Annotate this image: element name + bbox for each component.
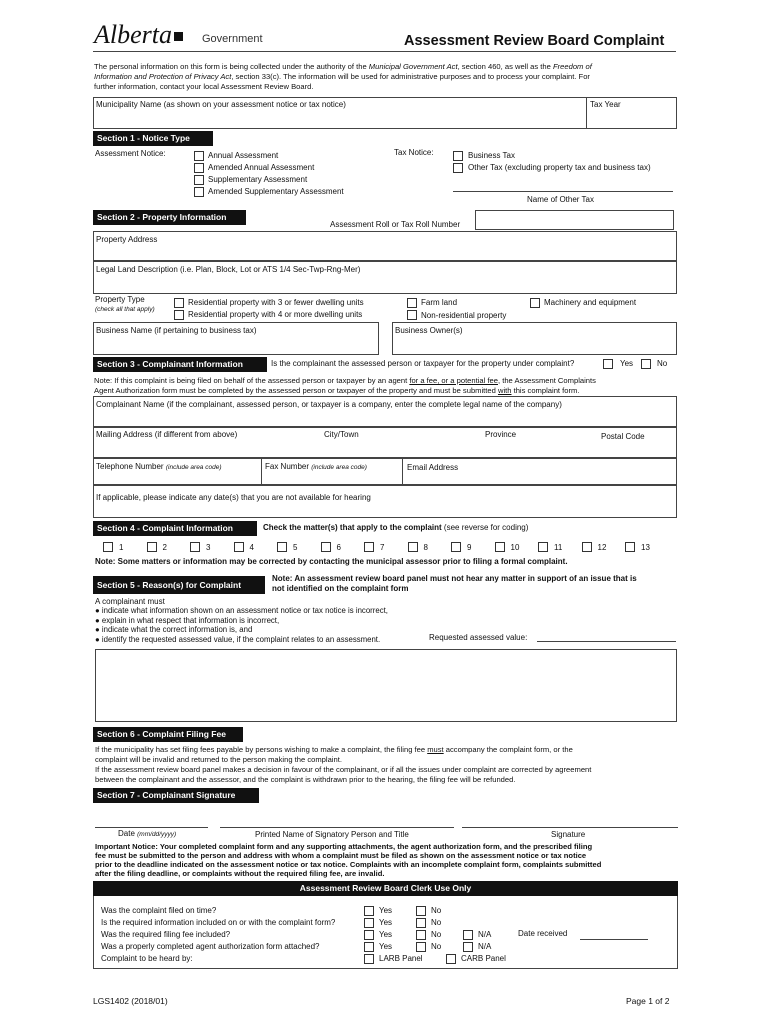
matter-7-label: 7 <box>380 543 385 552</box>
reasons-textarea[interactable] <box>95 649 677 722</box>
machinery-label: Machinery and equipment <box>544 298 637 307</box>
bullet-item: ● identify the requested assessed value, if the complaint relates to an assessment. <box>95 634 381 644</box>
carb-panel-label: CARB Panel <box>461 954 506 963</box>
matter-11-label: 11 <box>554 543 563 552</box>
business-tax-label: Business Tax <box>468 151 515 160</box>
other-tax-name-label: Name of Other Tax <box>527 195 594 204</box>
section5-note-2: not identified on the complaint form <box>272 584 409 593</box>
non-residential-checkbox[interactable] <box>407 310 417 320</box>
bullet-item: ● indicate what information shown on an assessment notice or tax notice is incorrect, <box>95 606 388 615</box>
matter-1-checkbox[interactable] <box>103 542 113 552</box>
clerk-q3-na-checkbox[interactable] <box>463 930 473 940</box>
clerk-yes-label: Yes <box>379 918 393 927</box>
agent-note: Note: If this complaint is being filed on behalf of the assessed person or taxpayer by an agent for a fee, or a potential fee, the Assessment Complaints Agent Authorization form must be completed by the assessed person or taxpayer of the property and must be submitted with this complaint form. <box>94 376 596 395</box>
clerk-q2-no-checkbox[interactable] <box>416 918 426 928</box>
postal-label: Postal Code <box>601 432 645 441</box>
business-name-label: Business Name (if pertaining to business tax) <box>96 326 257 335</box>
complainant-name-label: Complainant Name (if the complainant, assessed person, or taxpayer is a company, enter the complete legal name of the company) <box>96 400 562 409</box>
amended-supplementary-checkbox[interactable] <box>194 187 204 197</box>
form-code: LGS1402 (2018/01) <box>93 996 168 1006</box>
annual-assessment-label: Annual Assessment <box>208 151 279 160</box>
matter-10-checkbox[interactable] <box>495 542 505 552</box>
header-rule <box>93 51 676 52</box>
clerk-question-4: Was a properly completed agent authorization form attached? <box>101 942 320 951</box>
clerk-question-2: Is the required information included on or with the complaint form? <box>101 918 336 927</box>
matter-4-label: 4 <box>249 543 254 552</box>
date-line[interactable] <box>95 827 208 828</box>
matter-5-label: 5 <box>293 543 298 552</box>
clerk-question-5: Complaint to be heard by: <box>101 954 193 963</box>
property-type-label: Property Type <box>95 295 145 304</box>
clerk-question-1: Was the complaint filed on time? <box>101 906 217 915</box>
privacy-notice: The personal information on this form is being collected under the authority of the Municipal Government Act, section 460, as well as the Freedom of Information and Protection of Privacy Act, section 33(c). The information will be used for administrative purposes and to process your complaint. For further information, contact your local Assessment Review Board. <box>94 62 592 91</box>
page-number: Page 1 of 2 <box>626 996 670 1006</box>
clerk-header: Assessment Review Board Clerk Use Only <box>93 881 678 896</box>
section7-header: Section 7 - Complainant Signature <box>93 788 259 803</box>
business-owner-label: Business Owner(s) <box>395 326 463 335</box>
tax-year-label: Tax Year <box>590 100 621 109</box>
matter-6-label: 6 <box>336 543 341 552</box>
clerk-yes-label: Yes <box>379 906 393 915</box>
larb-panel-label: LARB Panel <box>379 954 423 963</box>
signature-label: Signature <box>551 830 586 839</box>
important-notice: Important Notice: Your completed complaint form and any supporting attachments, the agent authorization form, and the prescribed filing fee must be submitted to the person and address with whom a complaint must be filed as shown on the assessment notice or tax notice prior to the deadline indicated on the assessment notice or tax notice. Complaints with an incomplete complaint form, complaints submitted after the filing deadline, or complaints without the required filing fee, are invalid. <box>95 842 602 878</box>
province-label: Province <box>485 430 517 439</box>
government-label: Government <box>202 33 263 45</box>
requested-value-label: Requested assessed value: <box>429 633 528 642</box>
unavailable-dates-label: If applicable, please indicate any date(s) that you are not available for hearing <box>96 493 371 502</box>
amended-annual-checkbox[interactable] <box>194 163 204 173</box>
residential-4-label: Residential property with 4 or more dwelling units <box>188 310 363 319</box>
residential-3-checkbox[interactable] <box>174 298 184 308</box>
roll-number-label: Assessment Roll or Tax Roll Number <box>330 220 461 229</box>
clerk-yes-label: Yes <box>379 942 393 951</box>
annual-assessment-checkbox[interactable] <box>194 151 204 161</box>
roll-number-field[interactable] <box>475 210 674 230</box>
matter-11-checkbox[interactable] <box>538 542 548 552</box>
clerk-q1-no-checkbox[interactable] <box>416 906 426 916</box>
section3-header: Section 3 - Complainant Information <box>93 357 267 372</box>
phone-label[interactable]: Telephone Number (include area code) <box>96 462 222 471</box>
matter-3-checkbox[interactable] <box>190 542 200 552</box>
municipality-label: Municipality Name (as shown on your assessment notice or tax notice) <box>96 100 346 109</box>
property-address-label: Property Address <box>96 235 158 244</box>
amended-annual-label: Amended Annual Assessment <box>208 163 315 172</box>
bullet-item: ● indicate what the correct information is, and <box>95 625 253 634</box>
larb-panel-checkbox[interactable] <box>364 954 374 964</box>
matter-6-checkbox[interactable] <box>321 542 331 552</box>
section5-note-1: Note: An assessment review board panel must not hear any matter in support of an issue that is <box>272 574 637 583</box>
section1-header: Section 1 - Notice Type <box>93 131 213 146</box>
bullet-item: ● explain in what respect that information is incorrect, <box>95 615 280 625</box>
matter-12-checkbox[interactable] <box>582 542 592 552</box>
non-residential-label: Non-residential property <box>421 311 507 320</box>
machinery-checkbox[interactable] <box>530 298 540 308</box>
section5-header: Section 5 - Reason(s) for Complaint <box>93 576 265 594</box>
date-received-line[interactable] <box>580 939 648 940</box>
clerk-q3-yes-checkbox[interactable] <box>364 930 374 940</box>
amended-supplementary-label: Amended Supplementary Assessment <box>208 187 344 196</box>
farm-land-checkbox[interactable] <box>407 298 417 308</box>
section4-note: Note: Some matters or information may be corrected by contacting the municipal assessor prior to filing a formal complaint. <box>95 557 568 566</box>
matter-10-label: 10 <box>510 543 520 552</box>
clerk-q2-yes-checkbox[interactable] <box>364 918 374 928</box>
requested-value-line[interactable] <box>537 641 676 642</box>
matter-5-checkbox[interactable] <box>277 542 287 552</box>
date-label: Date (mm/dd/yyyy) <box>118 829 177 838</box>
other-tax-checkbox[interactable] <box>453 163 463 173</box>
logo-mark-icon <box>174 32 183 41</box>
clerk-no-label: No <box>431 930 442 939</box>
matter-7-checkbox[interactable] <box>364 542 374 552</box>
matter-3-label: 3 <box>206 543 211 552</box>
clerk-na-label: N/A <box>478 942 492 951</box>
clerk-no-label: No <box>431 906 442 915</box>
email-label[interactable]: Email Address <box>407 463 459 472</box>
matter-4-checkbox[interactable] <box>234 542 244 552</box>
date-received-label: Date received <box>518 929 568 938</box>
tax-notice-label: Tax Notice: <box>394 148 434 157</box>
matter-12-label: 12 <box>597 543 607 552</box>
city-label: City/Town <box>324 430 359 439</box>
farm-land-label: Farm land <box>421 298 458 307</box>
section4-instruction: Check the matter(s) that apply to the complaint (see reverse for coding) <box>263 523 529 532</box>
signature-line[interactable] <box>462 827 678 828</box>
reason-bullets <box>95 606 388 644</box>
fax-label[interactable]: Fax Number (include area code) <box>265 462 367 471</box>
assessment-notice-label: Assessment Notice: <box>95 149 166 158</box>
complainant-must: A complainant must <box>95 597 165 606</box>
supplementary-checkbox[interactable] <box>194 175 204 185</box>
carb-panel-checkbox[interactable] <box>446 954 456 964</box>
clerk-q4-yes-checkbox[interactable] <box>364 942 374 952</box>
clerk-q4-na-checkbox[interactable] <box>463 942 473 952</box>
matter-9-label: 9 <box>467 543 472 552</box>
clerk-q3-no-checkbox[interactable] <box>416 930 426 940</box>
matter-2-label: 2 <box>162 543 167 552</box>
filing-fee-text: If the municipality has set filing fees payable by persons wishing to make a complaint, the filing fee must accompany the complaint form, or the complaint will be invalid and returned to the person making the complaint. If the assessment review board panel makes a decision in favour of the complainant, or if all the issues under complaint are corrected by agreement between the complainant and the assessor, and the complaint is withdrawn prior to the hearing, the filing fee will be refunded. <box>95 745 592 784</box>
business-tax-checkbox[interactable] <box>453 151 463 161</box>
residential-3-label: Residential property with 3 or fewer dwelling units <box>188 298 364 307</box>
section6-header: Section 6 - Complaint Filing Fee <box>93 727 243 742</box>
form-title: Assessment Review Board Complaint <box>404 33 665 49</box>
residential-4-checkbox[interactable] <box>174 310 184 320</box>
clerk-yes-label: Yes <box>379 930 393 939</box>
matter-8-label: 8 <box>423 543 428 552</box>
alberta-logo <box>94 22 183 48</box>
clerk-na-label: N/A <box>478 930 492 939</box>
supplementary-label: Supplementary Assessment <box>208 175 308 184</box>
mailing-address-label: Mailing Address (if different from above) <box>96 430 238 439</box>
matter-9-checkbox[interactable] <box>451 542 461 552</box>
complainant-no-checkbox[interactable] <box>641 359 651 369</box>
complainant-question: Is the complainant the assessed person or taxpayer for the property under complaint? <box>271 359 575 368</box>
matter-13-checkbox[interactable] <box>625 542 635 552</box>
complainant-no-label: No <box>657 359 668 368</box>
property-address-field[interactable] <box>93 231 677 261</box>
matter-13-label: 13 <box>641 543 650 552</box>
clerk-question-3: Was the required filing fee included? <box>101 930 231 939</box>
check-all-label: (check all that apply) <box>95 306 155 313</box>
complainant-yes-checkbox[interactable] <box>603 359 613 369</box>
printed-name-line[interactable] <box>220 827 454 828</box>
legal-description-label: Legal Land Description (i.e. Plan, Block, Lot or ATS 1/4 Sec-Twp-Rng-Mer) <box>96 265 361 274</box>
clerk-no-label: No <box>431 942 442 951</box>
clerk-no-label: No <box>431 918 442 927</box>
section4-header: Section 4 - Complaint Information <box>93 521 257 536</box>
complainant-yes-label: Yes <box>620 359 634 368</box>
clerk-q4-no-checkbox[interactable] <box>416 942 426 952</box>
clerk-q1-yes-checkbox[interactable] <box>364 906 374 916</box>
other-tax-label: Other Tax (excluding property tax and business tax) <box>468 163 651 172</box>
other-tax-name-line[interactable] <box>453 191 673 192</box>
printed-name-label: Printed Name of Signatory Person and Title <box>255 830 409 839</box>
logo-text: Alberta <box>94 20 172 49</box>
matter-2-checkbox[interactable] <box>147 542 157 552</box>
matter-1-label: 1 <box>119 543 124 552</box>
matter-8-checkbox[interactable] <box>408 542 418 552</box>
section2-header: Section 2 - Property Information <box>93 210 246 225</box>
